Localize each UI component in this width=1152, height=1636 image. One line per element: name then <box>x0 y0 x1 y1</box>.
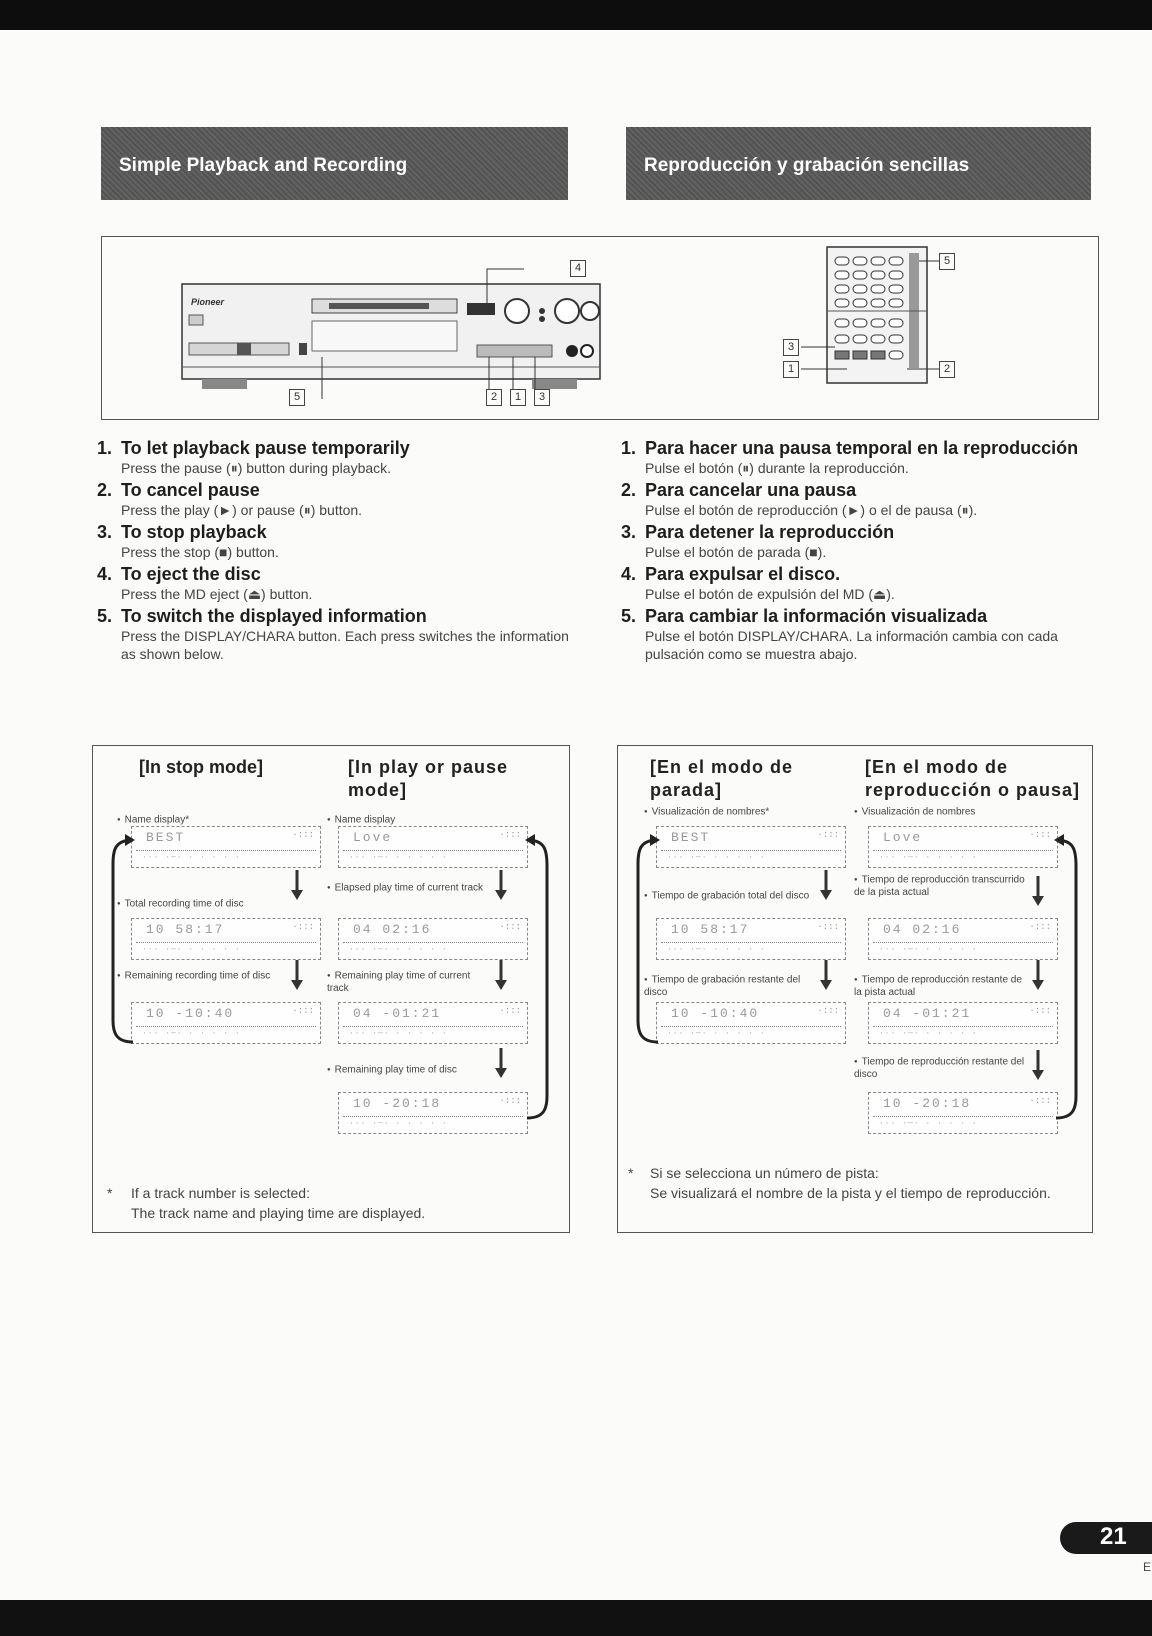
display-item-label: ● Tiempo de reproducción restante del disco <box>854 1056 1030 1081</box>
step-item <box>97 438 587 477</box>
display-item-label: ● Elapsed play time of current track <box>327 882 497 895</box>
down-arrow-icon <box>289 960 305 990</box>
remote-callout-5: 5 <box>939 253 955 270</box>
step-title: Para hacer una pausa temporal en la reproducción <box>645 438 1079 458</box>
callout-4: 4 <box>570 260 586 277</box>
top-edge-bar <box>0 0 1152 30</box>
steps-spanish <box>621 438 1101 666</box>
figure-box <box>101 236 1099 420</box>
footnote-line-2: The track name and playing time are displayed. <box>131 1205 426 1221</box>
step-number: 1. <box>621 438 637 458</box>
display-item-label: ● Remaining recording time of disc <box>117 970 287 983</box>
section-header-english: Simple Playback and Recording <box>101 127 568 200</box>
footnote-line-2: Se visualizará el nombre de la pista y el tiempo de reproducción. <box>650 1185 1051 1201</box>
step-title: Para detener la reproducción <box>645 522 895 542</box>
step-description: Press the DISPLAY/CHARA button. Each press switches the information as shown below. <box>121 628 569 662</box>
down-arrow-icon <box>1030 960 1046 990</box>
lcd-display: 04 -01:21 ·::: ··· ·—· · · · · · <box>868 1002 1058 1044</box>
display-item-label: ● Remaining play time of disc <box>327 1064 487 1077</box>
lcd-text: BEST <box>146 830 186 845</box>
step-item <box>621 480 1101 519</box>
callout-3: 3 <box>534 389 550 406</box>
display-item-label: ● Visualización de nombres <box>854 806 1044 819</box>
stop-mode-heading: [En el modo de parada] <box>650 757 794 800</box>
play-mode-heading: [In play or pause mode] <box>348 757 509 800</box>
lcd-display: 10 58:17 ·::: ··· ·—· · · · · · <box>131 918 321 960</box>
footnote-mark: * <box>628 1165 634 1181</box>
lcd-text: 10 -10:40 <box>671 1006 760 1021</box>
display-item-label: ● Total recording time of disc <box>117 898 287 911</box>
step-number: 2. <box>97 480 113 500</box>
lcd-text: 04 -01:21 <box>353 1006 442 1021</box>
step-title: To eject the disc <box>121 564 261 584</box>
remote-control-illustration <box>787 243 957 393</box>
bottom-edge-bar <box>0 1600 1152 1636</box>
lcd-display: 10 -20:18 ·::: ··· ·—· · · · · · <box>338 1092 528 1134</box>
down-arrow-icon <box>1030 1050 1046 1080</box>
display-item-label: ● Tiempo de grabación total del disco <box>644 890 814 903</box>
footnote-mark: * <box>107 1185 113 1201</box>
lcd-text: 10 58:17 <box>146 922 225 937</box>
lcd-text: BEST <box>671 830 711 845</box>
lcd-text: 04 -01:21 <box>883 1006 972 1021</box>
lcd-text: 10 -20:18 <box>353 1096 442 1111</box>
step-item <box>621 564 1101 603</box>
display-item-label: ● Visualización de nombres* <box>644 806 834 819</box>
step-description: Press the pause (⏸) button during playback. <box>121 460 392 476</box>
section-header-spanish: Reproducción y grabación sencillas <box>626 127 1091 200</box>
lcd-display: Love ·::: ··· ·—· · · · · · <box>868 826 1058 868</box>
display-item-label: ● Name display <box>327 814 487 827</box>
lcd-display: BEST ·::: ··· ·—· · · · · · <box>656 826 846 868</box>
down-arrow-icon <box>493 870 509 900</box>
down-arrow-icon <box>289 870 305 900</box>
cycle-bracket-left <box>626 834 660 1048</box>
step-description: Pulse el botón DISPLAY/CHARA. La información cambia con cada pulsación como se muestra abajo. <box>645 628 1058 662</box>
step-description: Pulse el botón (⏸) durante la reproducción. <box>645 460 909 476</box>
step-description: Pulse el botón de parada (■). <box>645 544 827 560</box>
step-title: Para expulsar el disco. <box>645 564 841 584</box>
brand-logo: Pioneer <box>191 297 225 307</box>
md-player-illustration <box>177 249 607 409</box>
step-item <box>97 480 587 519</box>
lcd-display: 10 -10:40 ·::: ··· ·—· · · · · · <box>131 1002 321 1044</box>
display-item-label: ● Tiempo de grabación restante del disco <box>644 974 814 999</box>
display-panel-english <box>92 745 570 1233</box>
step-description: Press the stop (■) button. <box>121 544 279 560</box>
page-number: 21 <box>1060 1522 1152 1554</box>
step-title: To cancel pause <box>121 480 260 500</box>
down-arrow-icon <box>818 960 834 990</box>
step-number: 5. <box>621 606 637 626</box>
footnote-line-1: If a track number is selected: <box>131 1185 310 1201</box>
step-item <box>621 438 1101 477</box>
step-description: Pulse el botón de reproducción (►) o el de pausa (⏸). <box>645 502 978 518</box>
step-item <box>621 522 1101 561</box>
callout-1: 1 <box>510 389 526 406</box>
display-item-label: ● Tiempo de reproducción restante de la pista actual <box>854 974 1030 999</box>
lcd-text: Love <box>353 830 393 845</box>
steps-english <box>97 438 587 666</box>
lcd-text: 04 02:16 <box>353 922 432 937</box>
step-item <box>97 606 587 663</box>
remote-callout-2: 2 <box>939 361 955 378</box>
step-number: 2. <box>621 480 637 500</box>
step-item <box>97 522 587 561</box>
step-item <box>621 606 1101 663</box>
step-number: 4. <box>97 564 113 584</box>
display-item-label: ● Tiempo de reproducción transcurrido de la pista actual <box>854 874 1030 899</box>
down-arrow-icon <box>1030 876 1046 906</box>
callout-5: 5 <box>289 389 305 406</box>
step-description: Press the MD eject (⏏) button. <box>121 586 313 602</box>
down-arrow-icon <box>493 1048 509 1078</box>
remote-callout-3: 3 <box>783 339 799 356</box>
step-description: Pulse el botón de expulsión del MD (⏏). <box>645 586 895 602</box>
display-item-label: ● Name display* <box>117 814 287 827</box>
lcd-display: 10 -10:40 ·::: ··· ·—· · · · · · <box>656 1002 846 1044</box>
step-description: Press the play (►) or pause (⏸) button. <box>121 502 363 518</box>
lcd-text: 10 58:17 <box>671 922 750 937</box>
page-language-mark: E <box>1143 1560 1152 1574</box>
step-title: To let playback pause temporarily <box>121 438 410 458</box>
lcd-display: BEST ·::: ··· ·—· · · · · · <box>131 826 321 868</box>
step-title: To stop playback <box>121 522 267 542</box>
lcd-display: 04 02:16 ·::: ··· ·—· · · · · · <box>338 918 528 960</box>
step-number: 5. <box>97 606 113 626</box>
step-title: To switch the displayed information <box>121 606 427 626</box>
cycle-bracket-left <box>101 834 135 1048</box>
step-number: 4. <box>621 564 637 584</box>
lcd-text: 10 -20:18 <box>883 1096 972 1111</box>
lcd-text: Love <box>883 830 923 845</box>
play-mode-heading: [En el modo de reproducción o pausa] <box>865 757 1081 800</box>
step-number: 3. <box>97 522 113 542</box>
footnote-line-1: Si se selecciona un número de pista: <box>650 1165 879 1181</box>
step-number: 1. <box>97 438 113 458</box>
step-title: Para cancelar una pausa <box>645 480 857 500</box>
lcd-display: 04 02:16 ·::: ··· ·—· · · · · · <box>868 918 1058 960</box>
cycle-bracket-right <box>1054 826 1088 1126</box>
lcd-display: Love ·::: ··· ·—· · · · · · <box>338 826 528 868</box>
down-arrow-icon <box>493 960 509 990</box>
lcd-display: 10 -20:18 ·::: ··· ·—· · · · · · <box>868 1092 1058 1134</box>
step-title: Para cambiar la información visualizada <box>645 606 988 626</box>
down-arrow-icon <box>818 870 834 900</box>
display-panel-spanish <box>617 745 1093 1233</box>
cycle-bracket-right <box>525 826 559 1126</box>
lcd-text: 04 02:16 <box>883 922 962 937</box>
display-item-label: ● Remaining play time of current track <box>327 970 487 995</box>
lcd-text: 10 -10:40 <box>146 1006 235 1021</box>
step-item <box>97 564 587 603</box>
callout-2: 2 <box>486 389 502 406</box>
stop-mode-heading: [In stop mode] <box>139 757 263 777</box>
step-number: 3. <box>621 522 637 542</box>
remote-callout-1: 1 <box>783 361 799 378</box>
lcd-display: 04 -01:21 ·::: ··· ·—· · · · · · <box>338 1002 528 1044</box>
lcd-display: 10 58:17 ·::: ··· ·—· · · · · · <box>656 918 846 960</box>
